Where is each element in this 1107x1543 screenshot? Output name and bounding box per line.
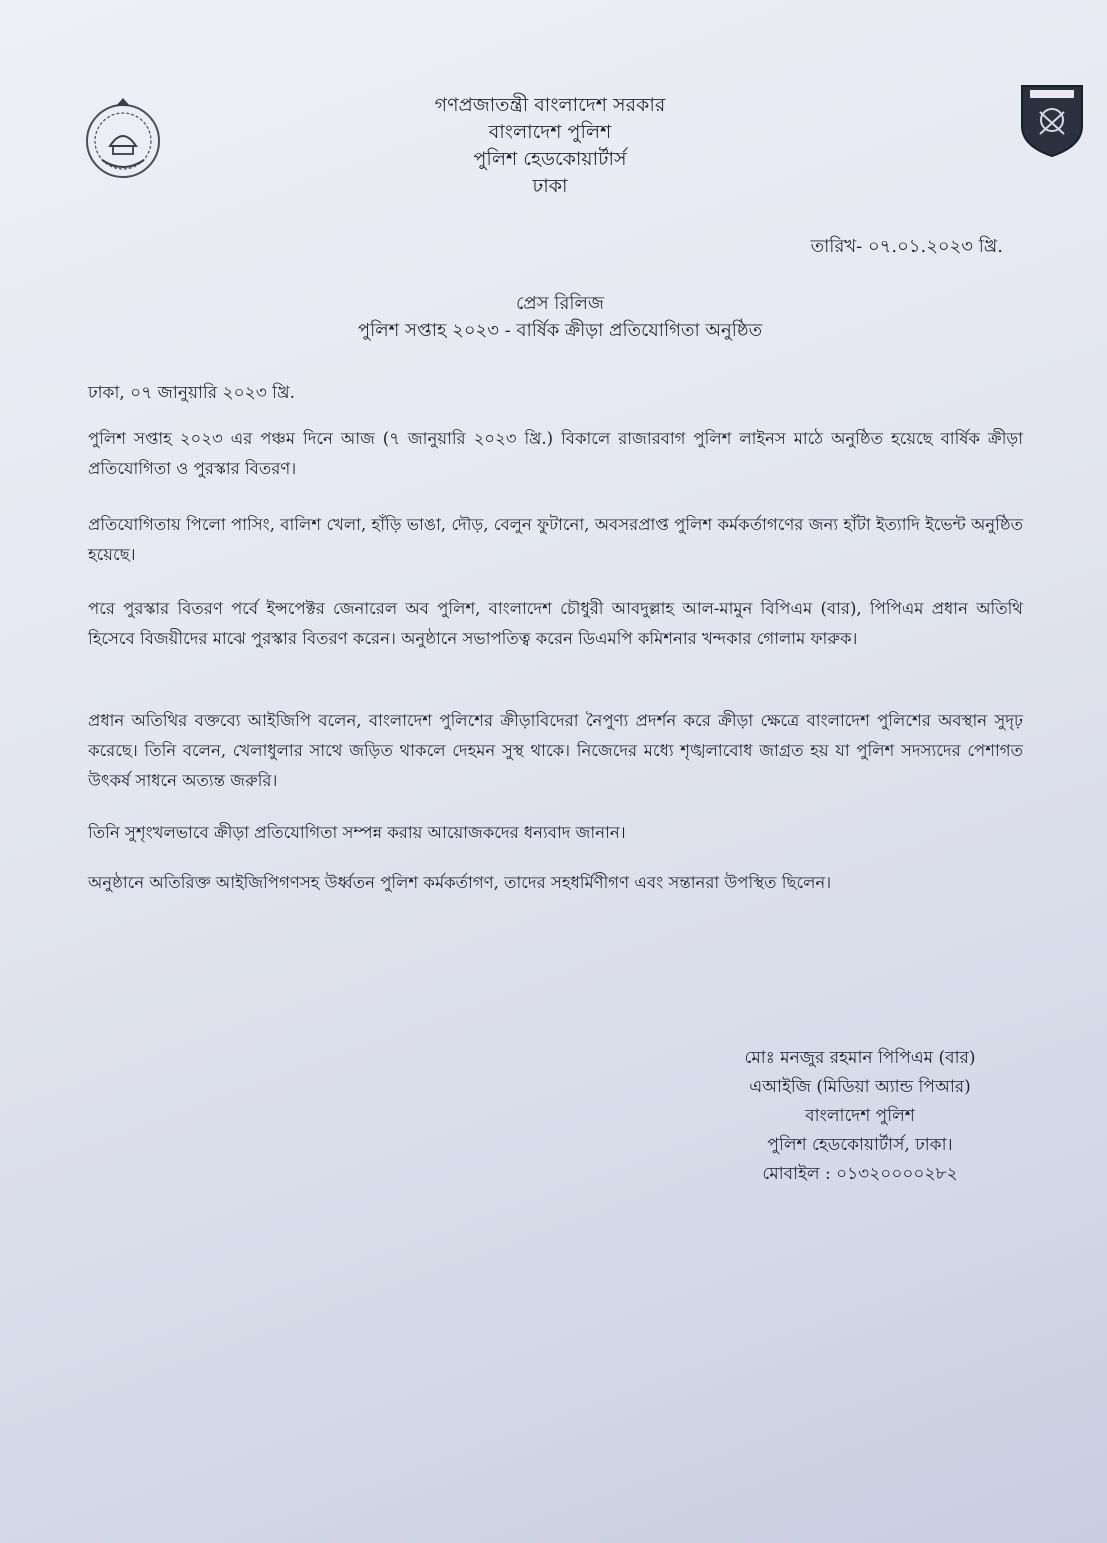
header-police: বাংলাদেশ পুলিশ [488,121,612,143]
paragraph-4: প্রধান অতিথির বক্তব্যে আইজিপি বলেন, বাংলাদেশ পুলিশের ক্রীড়াবিদেরা নৈপুণ্য প্রদর্শন করে ক্রীড়া ক্ষেত্রে বাংলাদেশ পুলিশের অবস্থান সুদৃঢ় করেছে। তিনি বলেন, খেলাধুলার সাথে জড়িত থাকলে দেহমন সুস্থ থাকে। নিজেদের মধ্যে শৃঙ্খলাবোধ জাগ্রত হয় যা পুলিশ সদস্যদের পেশাগত উৎকর্ষ সাধনে অত্যন্ত জরুরি। [88,711,1023,790]
paragraph-1: পুলিশ সপ্তাহ ২০২৩ এর পঞ্চম দিনে আজ (৭ জানুয়ারি ২০২৩ খ্রি.) বিকালে রাজারবাগ পুলিশ লাইনস মাঠে অনুষ্ঠিত হয়েছে বার্ষিক ক্রীড়া প্রতিযোগিতা ও পুরস্কার বিতরণ। [88,429,1023,478]
paragraph-2: প্রতিযোগিতায় পিলো পাসিং, বালিশ খেলা, হাঁড়ি ভাঙা, দৌড়, বেলুন ফুটানো, অবসরপ্রাপ্ত পুলিশ কর্মকর্তাগণের জন্য হাঁটা ইত্যাদি ইভেন্ট অনুষ্ঠিত হয়েছে। [88,515,1023,564]
bangladesh-police-emblem-icon [80,96,166,182]
signatory-mobile: মোবাইল : ০১৩২০০০০২৮২ [762,1164,958,1184]
paragraph-6: অনুষ্ঠানে অতিরিক্ত আইজিপিগণসহ উর্ধ্বতন পুলিশ কর্মকর্তাগণ, তাদের সহধর্মিণীগণ এবং সন্তানরা উপস্থিত ছিলেন। [88,873,832,892]
title-block [250,290,870,344]
signatory-name: মোঃ মনজুর রহমান পিপিএম (বার) [744,1048,976,1068]
press-release-title: প্রেস রিলিজ [515,293,605,314]
document-date: তারিখ- ০৭.০১.২০২৩ খ্রি. [810,236,1003,257]
press-release-subtitle: পুলিশ সপ্তাহ ২০২৩ - বার্ষিক ক্রীড়া প্রতিযোগিতা অনুষ্ঠিত [357,320,763,341]
signatory-office: পুলিশ হেডকোয়ার্টার্স, ঢাকা। [767,1135,953,1155]
signature-block [690,1044,1030,1189]
dateline: ঢাকা, ০৭ জানুয়ারি ২০২৩ খ্রি. [88,383,296,403]
paragraph-3: পরে পুরস্কার বিতরণ পর্বে ইন্সপেক্টর জেনারেল অব পুলিশ, বাংলাদেশ চৌধুরী আবদুল্লাহ আল-মামুন বিপিএম (বার), পিপিএম প্রধান অতিথি হিসেবে বিজয়ীদের মাঝে পুরস্কার বিতরণ করেন। অনুষ্ঠানে সভাপতিত্ব করেন ডিএমপি কমিশনার খন্দকার গোলাম ফারুক। [88,599,1023,648]
signatory-designation: এআইজি (মিডিয়া অ্যান্ড পিআর) [749,1077,971,1097]
header-government: গণপ্রজাতন্ত্রী বাংলাদেশ সরকার [434,94,666,116]
letterhead [380,92,720,200]
police-shield-badge-icon [1020,82,1084,158]
signatory-organization: বাংলাদেশ পুলিশ [805,1106,915,1126]
header-headquarters: পুলিশ হেডকোয়ার্টার্স [473,148,627,170]
paragraph-5: তিনি সুশৃংখলভাবে ক্রীড়া প্রতিযোগিতা সম্পন্ন করায় আয়োজকদের ধন্যবাদ জানান। [88,823,626,842]
header-city: ঢাকা [532,175,568,197]
